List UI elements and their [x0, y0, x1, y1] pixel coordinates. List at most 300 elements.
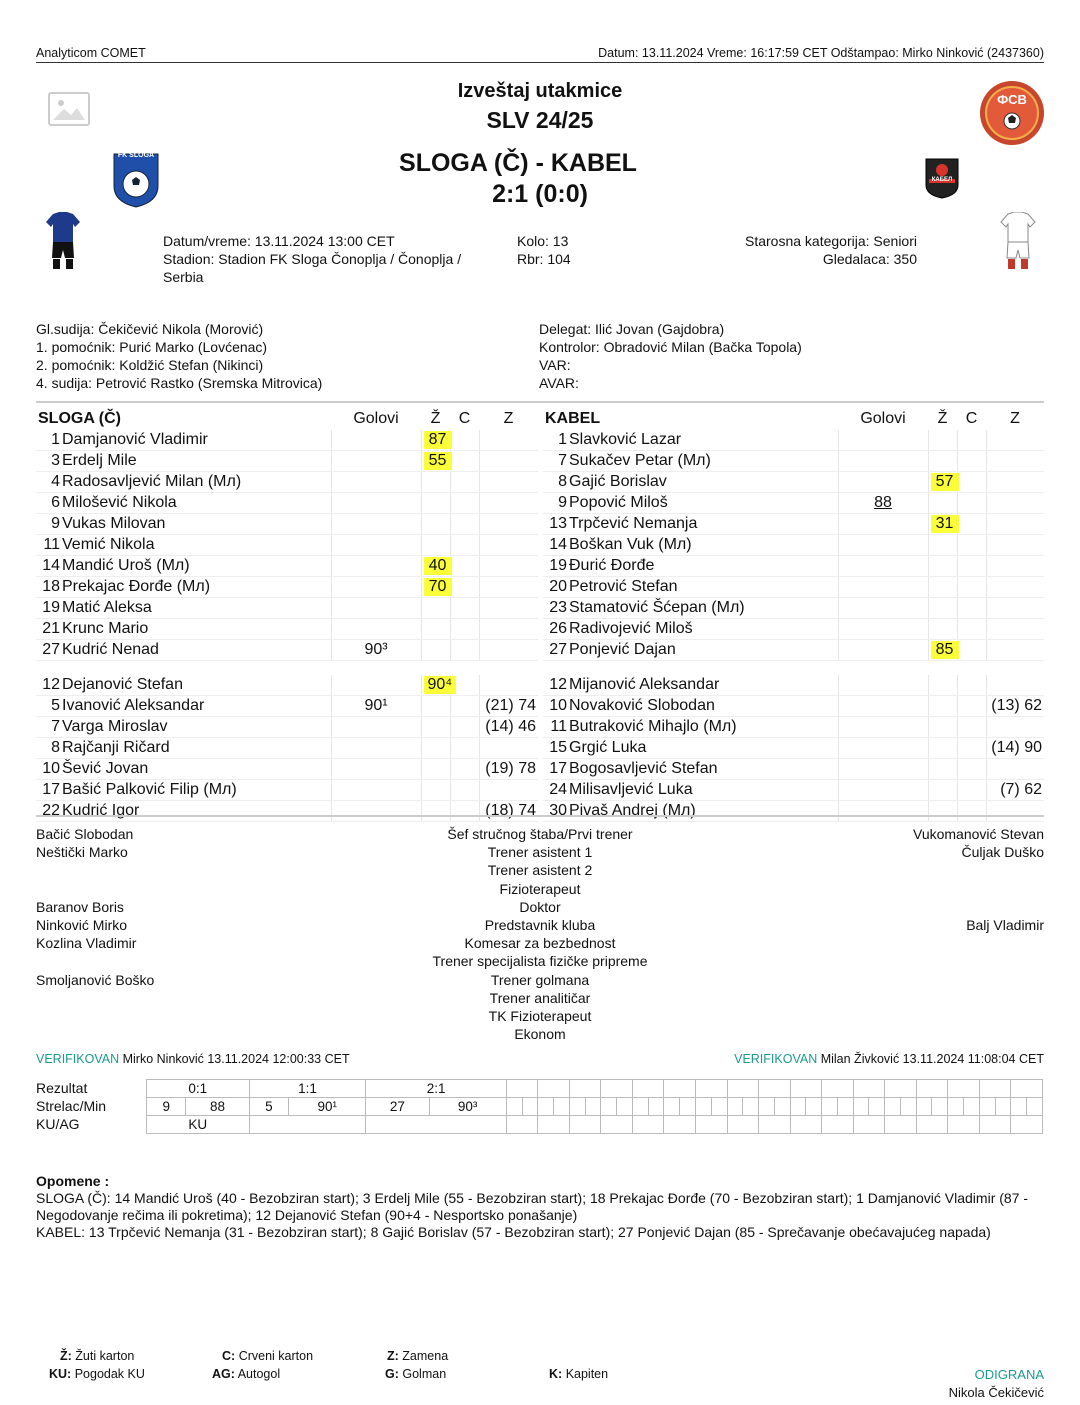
away-staff-member [744, 971, 1044, 989]
timeline-scorer-cell [948, 1098, 964, 1116]
player-row [36, 619, 538, 640]
staff-role: Trener specijalista fizičke pripreme [432, 953, 648, 970]
timeline-minute-cell [1027, 1098, 1043, 1116]
player-number: 12 [42, 676, 60, 693]
player-name: Ivanović Aleksandar [62, 697, 205, 714]
staff-role: Trener analitičar [489, 989, 591, 1006]
timeline-ku-cell [601, 1116, 633, 1134]
player-goal: 90³ [331, 640, 421, 661]
player-red-card [957, 556, 986, 577]
player-red-card [450, 759, 479, 780]
away-staff-member: Čuljak Duško [961, 844, 1044, 861]
officials-left [36, 320, 322, 392]
player-substitution [986, 598, 1044, 619]
player-number: 17 [549, 760, 567, 777]
timeline-result-cell [1011, 1080, 1043, 1098]
player-red-card [957, 780, 986, 801]
player-row [543, 556, 1044, 577]
player-row [543, 430, 1044, 451]
staff-row [36, 989, 1044, 1007]
player-yellow-card [421, 801, 450, 822]
player-yellow-card [928, 556, 957, 577]
home-team-name: SLOGA (Č) [38, 410, 121, 427]
player-name: Rajčanji Ričard [62, 739, 170, 756]
staff-row [36, 971, 1044, 989]
timeline-minute-cell [522, 1098, 538, 1116]
player-name: Milošević Nikola [62, 494, 177, 511]
player-row [543, 451, 1044, 472]
player-name: Grgić Luka [569, 739, 647, 756]
player-yellow-card [928, 717, 957, 738]
player-substitution [986, 514, 1044, 535]
timeline-minute-cell [585, 1098, 601, 1116]
player-row [36, 556, 538, 577]
player-number: 20 [549, 578, 567, 595]
home-team-logo [112, 152, 160, 213]
player-name: Bašić Palković Filip (Mл) [62, 781, 237, 798]
timeline-minute-cell [964, 1098, 980, 1116]
staff-row [36, 843, 1044, 861]
player-red-card [450, 780, 479, 801]
verified-label: VERIFIKOVAN [36, 1052, 120, 1066]
home-staff-member: Smoljanović Boško [36, 971, 155, 988]
player-cell [543, 514, 838, 535]
player-goal [838, 738, 928, 759]
player-name: Novaković Slobodan [569, 697, 715, 714]
player-red-card [957, 696, 986, 717]
player-cell [543, 598, 838, 619]
player-substitution: (14) 90 [986, 738, 1044, 759]
player-goal [331, 514, 421, 535]
timeline-scorer-cell [727, 1098, 743, 1116]
player-red-card [450, 619, 479, 640]
player-name: Dejanović Stefan [62, 676, 183, 693]
staff-row [36, 1025, 1044, 1043]
player-yellow-card [928, 696, 957, 717]
player-substitution [986, 577, 1044, 598]
player-yellow-card [928, 801, 957, 822]
player-substitution [479, 780, 538, 801]
player-row [543, 493, 1044, 514]
col-sub: Z [503, 410, 514, 427]
timeline-ku-cell [885, 1116, 917, 1134]
away-staff-member [744, 861, 1044, 879]
cautions-section [36, 1173, 1044, 1241]
player-yellow-card [928, 577, 957, 598]
player-substitution [986, 801, 1044, 822]
away-staff-member [744, 989, 1044, 1007]
timeline-scorer-cell [664, 1098, 680, 1116]
away-staff-member: Vukomanović Stevan [913, 826, 1044, 842]
player-red-card [957, 717, 986, 738]
report-title: Izveštaj utakmice [457, 80, 623, 102]
col-yellow: Ž [937, 410, 948, 427]
player-cell [36, 717, 331, 738]
age-category: Starosna kategorija: Seniori [745, 233, 917, 249]
timeline-ku-cell [538, 1116, 570, 1134]
staff-divider [36, 815, 1044, 817]
player-cell [36, 780, 331, 801]
player-substitution [479, 577, 538, 598]
player-cell [543, 472, 838, 493]
player-substitution [986, 717, 1044, 738]
player-red-card [957, 577, 986, 598]
timeline-minute-cell [900, 1098, 916, 1116]
home-staff-member [36, 1007, 336, 1025]
player-cell [36, 696, 331, 717]
player-substitution [986, 619, 1044, 640]
player-yellow-card [928, 619, 957, 640]
player-row [36, 717, 538, 738]
player-red-card [450, 717, 479, 738]
player-red-card [957, 472, 986, 493]
player-row [36, 696, 538, 717]
home-staff-member: Baranov Boris [36, 898, 124, 915]
controller: Kontrolor: Obradović Milan (Bačka Topola) [539, 339, 802, 355]
player-substitution [479, 738, 538, 759]
player-cell [543, 556, 838, 577]
competition-title: SLV 24/25 [486, 107, 594, 133]
player-name: Butraković Mihajlo (Mл) [569, 718, 737, 735]
player-cell [36, 493, 331, 514]
player-goal [838, 675, 928, 696]
match-stadium-country: Serbia [163, 269, 204, 285]
timeline-result-cell [569, 1080, 601, 1098]
player-substitution [986, 472, 1044, 493]
timeline-minute-cell [806, 1098, 822, 1116]
col-yellow: Ž [430, 410, 441, 427]
timeline-result-cell [538, 1080, 570, 1098]
timeline-grid [146, 1079, 1043, 1134]
match-round: Kolo: 13 [517, 233, 569, 249]
timeline-scorer-cell [885, 1098, 901, 1116]
staff-role: Predstavnik kluba [484, 916, 596, 933]
player-name: Mandić Uroš (Mл) [62, 557, 190, 574]
avar: AVAR: [539, 375, 579, 391]
timeline-minute-cell: 90³ [429, 1098, 506, 1116]
player-goal [838, 759, 928, 780]
match-datetime: Datum/vreme: 13.11.2024 13:00 CET [163, 233, 395, 249]
staff-role: Komesar za bezbednost [464, 935, 616, 952]
player-substitution [479, 619, 538, 640]
home-staff-member: Bačić Slobodan [36, 826, 134, 842]
delegate: Delegat: Ilić Jovan (Gajdobra) [539, 321, 725, 337]
staff-role: TK Fizioterapeut [488, 1007, 592, 1024]
away-verification [734, 1052, 1044, 1066]
player-red-card [450, 577, 479, 598]
timeline-scorer-cell: 5 [249, 1098, 288, 1116]
player-name: Kudrić Nenad [62, 641, 159, 658]
timeline-minute-cell [774, 1098, 790, 1116]
player-goal [838, 577, 928, 598]
timeline-result-cell [916, 1080, 948, 1098]
image-placeholder-icon [48, 92, 90, 126]
player-yellow-card [421, 717, 450, 738]
player-cell [543, 780, 838, 801]
home-staff-member [36, 880, 336, 898]
player-yellow-card: 90⁴ [421, 675, 450, 696]
player-cell [543, 451, 838, 472]
home-staff-member [36, 1025, 336, 1043]
timeline-minute-cell [932, 1098, 948, 1116]
player-yellow-card [928, 759, 957, 780]
player-cell [543, 801, 838, 822]
federation-logo-text: ФСВ [997, 92, 1027, 107]
player-goal [331, 598, 421, 619]
player-row [543, 640, 1044, 661]
player-substitution: (21) 74 [479, 696, 538, 717]
player-goal [838, 780, 928, 801]
player-goal [331, 577, 421, 598]
staff-role: Trener asistent 2 [487, 862, 593, 879]
timeline-scorer-cell [853, 1098, 869, 1116]
timeline-ku-cell: KU [147, 1116, 250, 1134]
player-row [36, 598, 538, 619]
player-substitution [479, 598, 538, 619]
player-red-card [450, 535, 479, 556]
away-roster-table [543, 408, 1044, 822]
player-yellow-card [928, 451, 957, 472]
player-number: 26 [549, 620, 567, 637]
player-name: Pivaš Andrej (Mл) [569, 802, 696, 819]
player-number: 8 [51, 739, 60, 756]
player-name: Milisavljević Luka [569, 781, 693, 798]
player-substitution [479, 675, 538, 696]
player-goal: 90¹ [331, 696, 421, 717]
player-name: Varga Miroslav [62, 718, 168, 735]
player-goal [838, 451, 928, 472]
player-row [543, 780, 1044, 801]
var: VAR: [539, 357, 571, 373]
timeline-result-cell [822, 1080, 854, 1098]
player-number: 19 [549, 557, 567, 574]
player-number: 1 [558, 431, 567, 448]
verified-label: VERIFIKOVAN [734, 1052, 818, 1066]
player-substitution [986, 759, 1044, 780]
timeline-ku-cell [759, 1116, 791, 1134]
player-substitution [986, 430, 1044, 451]
player-number: 15 [549, 739, 567, 756]
home-cautions: SLOGA (Č): 14 Mandić Uroš (40 - Bezobziran start); 3 Erdelj Mile (55 - Bezobziran start); 18 Prekajac Đorđe (70 - Bezobziran start); 1 Damjanović Vladimir (87 - Negodovanje rečima ili pokretima); 12 Dejanović Stefan (90+4 - Nesportsko ponašanje) [36, 1190, 1029, 1223]
player-yellow-card [421, 759, 450, 780]
player-cell [36, 472, 331, 493]
player-red-card [957, 801, 986, 822]
player-number: 13 [549, 515, 567, 532]
match-info-left [163, 232, 483, 286]
player-red-card [450, 598, 479, 619]
player-red-card [957, 738, 986, 759]
player-row [36, 430, 538, 451]
home-kit-icon [45, 212, 81, 275]
player-name: Damjanović Vladimir [62, 431, 208, 448]
player-goal [838, 598, 928, 619]
home-verification [36, 1052, 350, 1066]
staff-row [36, 861, 1044, 879]
player-yellow-card [421, 472, 450, 493]
timeline-result-cell [632, 1080, 664, 1098]
timeline-minute-cell [680, 1098, 696, 1116]
player-name: Sukačev Petar (Mл) [569, 452, 711, 469]
player-row [36, 514, 538, 535]
player-row [543, 696, 1044, 717]
player-yellow-card [928, 493, 957, 514]
player-row [543, 472, 1044, 493]
player-number: 7 [51, 718, 60, 735]
player-yellow-card [928, 738, 957, 759]
player-red-card [957, 514, 986, 535]
fourth-official: 4. sudija: Petrović Rastko (Sremska Mitrovica) [36, 375, 323, 391]
header-divider [36, 62, 1044, 63]
player-yellow-card: 31 [928, 514, 957, 535]
player-row [36, 577, 538, 598]
player-cell [36, 619, 331, 640]
player-number: 10 [42, 760, 60, 777]
player-row [543, 535, 1044, 556]
match-info-mid [517, 232, 571, 268]
timeline-minute-cell: 88 [186, 1098, 249, 1116]
player-name: Boškan Vuk (Mл) [569, 536, 692, 553]
player-number: 11 [43, 536, 60, 553]
staff-role: Fizioterapeut [499, 880, 581, 897]
col-red: C [458, 410, 471, 427]
player-goal [838, 535, 928, 556]
timeline-scorer-cell [696, 1098, 712, 1116]
player-substitution [479, 451, 538, 472]
timeline-minute-cell: 90¹ [289, 1098, 366, 1116]
player-row [543, 738, 1044, 759]
player-substitution [986, 493, 1044, 514]
player-number: 21 [42, 620, 60, 637]
staff-row [36, 1007, 1044, 1025]
staff-section [36, 825, 1044, 1043]
player-number: 5 [51, 697, 60, 714]
player-cell [36, 675, 331, 696]
player-red-card [957, 675, 986, 696]
timeline-ku-cell [506, 1116, 538, 1134]
timeline-result-cell [759, 1080, 791, 1098]
player-red-card [957, 598, 986, 619]
player-yellow-card: 87 [421, 430, 450, 451]
assistant-2: 2. pomoćnik: Koldžić Stefan (Nikinci) [36, 357, 264, 373]
player-row [36, 759, 538, 780]
timeline-result-cell [506, 1080, 538, 1098]
timeline-minute-cell [617, 1098, 633, 1116]
player-cell [36, 640, 331, 661]
player-row [36, 801, 538, 822]
player-cell [543, 577, 838, 598]
player-goal: 88 [838, 493, 928, 514]
player-goal [331, 717, 421, 738]
player-cell [543, 759, 838, 780]
player-substitution [986, 675, 1044, 696]
player-cell [36, 556, 331, 577]
player-number: 30 [549, 802, 567, 819]
player-goal [838, 640, 928, 661]
legend-yellow: Ž: Žuti karton [60, 1349, 135, 1363]
player-red-card [450, 514, 479, 535]
player-red-card [450, 451, 479, 472]
player-cell [543, 493, 838, 514]
player-substitution [479, 535, 538, 556]
player-number: 1 [51, 431, 60, 448]
player-row [543, 619, 1044, 640]
timeline-scorer-cell [759, 1098, 775, 1116]
player-yellow-card [928, 598, 957, 619]
timeline-row [147, 1098, 1043, 1116]
away-staff-member [744, 952, 1044, 970]
player-cell [543, 535, 838, 556]
roster-divider [36, 401, 1044, 403]
timeline-ku-cell [1011, 1116, 1043, 1134]
player-name: Šević Jovan [62, 760, 149, 777]
match-score: 2:1 (0:0) [492, 180, 588, 208]
timeline-ku-cell [790, 1116, 822, 1134]
legend-red: C: Crveni karton [222, 1349, 314, 1363]
player-number: 8 [558, 473, 567, 490]
player-goal [331, 801, 421, 822]
away-verified-by: Milan Živković 13.11.2024 11:08:04 CET [820, 1052, 1044, 1066]
player-name: Vemić Nikola [62, 536, 155, 553]
player-goal [838, 696, 928, 717]
timeline-result-cell [664, 1080, 696, 1098]
player-yellow-card [421, 493, 450, 514]
timeline-ku-cell [822, 1116, 854, 1134]
player-row [543, 801, 1044, 822]
legend-ku: KU: Pogodak KU [49, 1367, 145, 1381]
timeline-ku-cell [948, 1116, 980, 1134]
player-yellow-card [421, 780, 450, 801]
player-number: 7 [558, 452, 567, 469]
player-yellow-card [421, 696, 450, 717]
player-red-card [957, 430, 986, 451]
player-row [36, 780, 538, 801]
home-staff-member: Ninković Mirko [36, 916, 128, 933]
player-name: Mijanović Aleksandar [569, 676, 720, 693]
away-cautions: KABEL: 13 Trpčević Nemanja (31 - Bezobziran start); 8 Gajić Borislav (57 - Bezobziran start); 27 Ponjević Dajan (85 - Sprečavanje obećavajućeg napada) [36, 1224, 991, 1240]
player-number: 9 [558, 494, 567, 511]
home-team-logo-text: FK SLOGA [117, 152, 155, 159]
staff-role: Trener asistent 1 [487, 844, 593, 861]
home-staff-member: Kozlina Vladimir [36, 935, 137, 952]
player-goal [331, 780, 421, 801]
timeline-ku-cell [696, 1116, 728, 1134]
away-staff-member [744, 934, 1044, 952]
home-roster-table [36, 408, 538, 822]
timeline-scorer-cell [569, 1098, 585, 1116]
col-goals: Golovi [860, 410, 906, 427]
player-substitution [986, 640, 1044, 661]
timeline-minute-cell [648, 1098, 664, 1116]
timeline-result-cell: 2:1 [366, 1080, 506, 1098]
player-name: Radosavljević Milan (Mл) [62, 473, 242, 490]
timeline-ku-cell [249, 1116, 366, 1134]
home-verified-by: Mirko Ninković 13.11.2024 12:00:33 CET [122, 1052, 350, 1066]
away-staff-member [744, 898, 1044, 916]
staff-row [36, 898, 1044, 916]
player-red-card [957, 619, 986, 640]
match-status: ODIGRANA [974, 1367, 1044, 1382]
player-number: 6 [51, 494, 60, 511]
away-staff-member [744, 880, 1044, 898]
player-row [543, 675, 1044, 696]
player-name: Matić Aleksa [62, 599, 152, 616]
staff-role: Trener golmana [490, 971, 590, 988]
player-row [543, 717, 1044, 738]
player-goal [838, 556, 928, 577]
player-number: 17 [42, 781, 60, 798]
legend-ag: AG: Autogol [212, 1367, 281, 1381]
timeline-result-cell: 1:1 [249, 1080, 366, 1098]
